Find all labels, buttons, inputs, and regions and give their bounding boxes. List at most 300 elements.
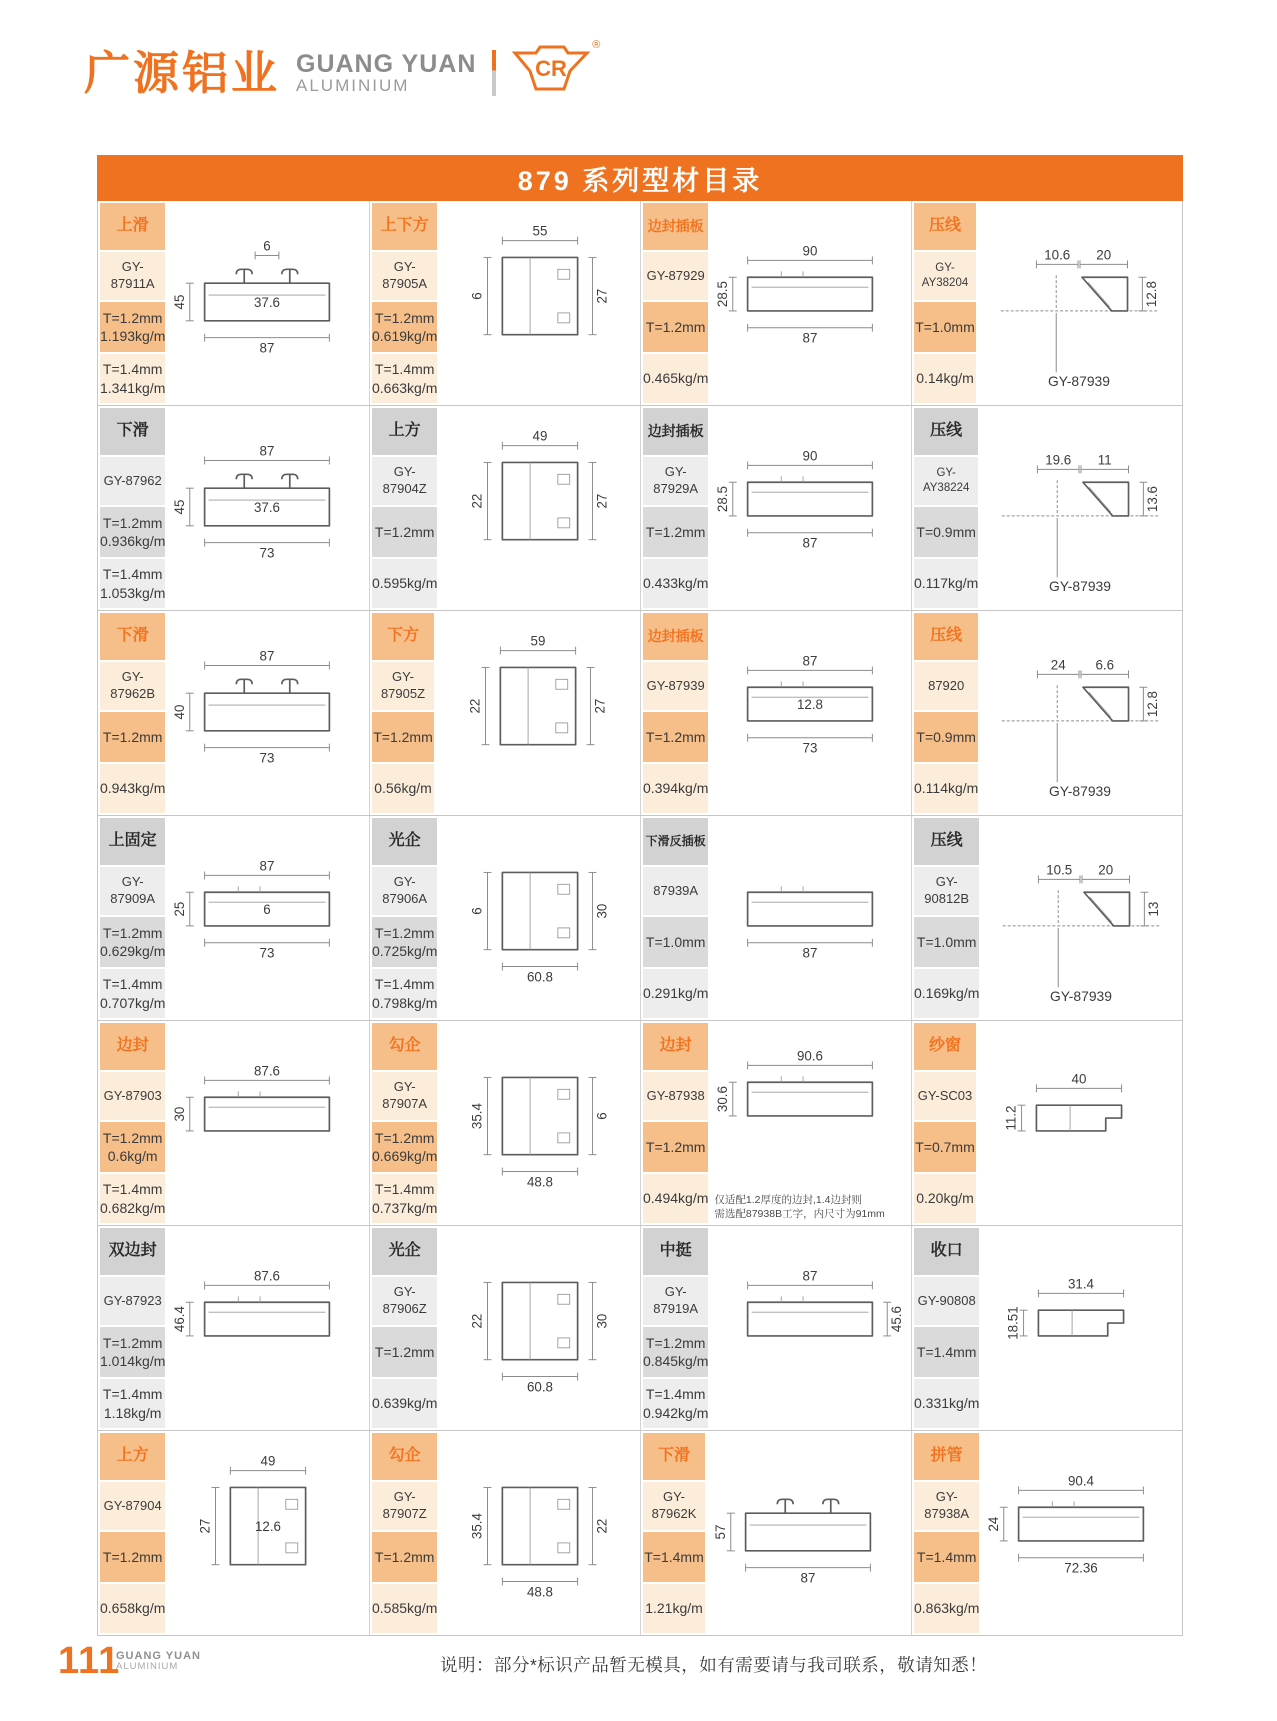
profile-label-column bbox=[370, 1226, 437, 1430]
svg-text:22: 22 bbox=[469, 1313, 485, 1329]
profile-drawing bbox=[976, 201, 1182, 405]
profile-spec-primary: T=1.2mm 0.936kg/m bbox=[100, 507, 165, 557]
profile-type-label: 纱窗 bbox=[914, 1023, 976, 1070]
profile-spec-primary: T=1.4mm bbox=[914, 1327, 979, 1377]
profile-label-column bbox=[98, 1021, 165, 1225]
profile-model: 87939A bbox=[643, 867, 708, 915]
profile-spec-secondary: 0.863kg/m bbox=[914, 1584, 979, 1633]
profile-label-column bbox=[98, 1226, 165, 1430]
catalog-row bbox=[98, 1430, 1182, 1635]
profile-spec-secondary: 0.465kg/m bbox=[643, 354, 708, 403]
profile-type-label: 上固定 bbox=[100, 818, 165, 865]
profile-label-column bbox=[641, 816, 708, 1020]
profile-model: GY-87929A bbox=[643, 457, 708, 505]
profile-type-label: 勾企 bbox=[372, 1023, 437, 1070]
profile-model: GY-87938 bbox=[643, 1072, 708, 1120]
profile-label-column bbox=[98, 611, 165, 815]
svg-text:19.6: 19.6 bbox=[1045, 452, 1072, 468]
profile-label-column bbox=[912, 611, 978, 815]
catalog-grid bbox=[97, 201, 1183, 1636]
svg-text:CR: CR bbox=[535, 55, 568, 81]
profile-drawing bbox=[165, 201, 369, 405]
profile-cell bbox=[369, 1021, 640, 1225]
logo-cn-text: 广源铝业 bbox=[84, 47, 280, 99]
profile-drawing bbox=[165, 1431, 369, 1635]
profile-type-label: 中挺 bbox=[643, 1228, 708, 1275]
profile-spec-primary: T=1.2mm 0.845kg/m bbox=[643, 1327, 708, 1377]
brand-logo bbox=[84, 38, 601, 106]
profile-model: GY-AY38224 bbox=[914, 457, 978, 505]
profile-type-label: 双边封 bbox=[100, 1228, 165, 1275]
profile-spec-primary: T=1.2mm 1.014kg/m bbox=[100, 1327, 165, 1377]
profile-spec-secondary: 0.331kg/m bbox=[914, 1379, 979, 1428]
svg-text:12.8: 12.8 bbox=[1144, 281, 1160, 308]
profile-spec-secondary: 0.943kg/m bbox=[100, 764, 165, 813]
profile-model: GY-87905A bbox=[372, 252, 437, 300]
profile-label-column bbox=[912, 1226, 979, 1430]
profile-cell bbox=[98, 816, 369, 1020]
profile-spec-primary: T=1.4mm bbox=[643, 1532, 705, 1582]
profile-spec-secondary: 0.639kg/m bbox=[372, 1379, 437, 1428]
footer-note: 说明：部分*标识产品暂无模具，如有需要请与我司联系，敬请知悉！ bbox=[440, 1655, 988, 1675]
profile-type-label: 边封插板 bbox=[643, 203, 708, 250]
profile-label-column bbox=[370, 201, 437, 405]
svg-text:87: 87 bbox=[259, 340, 275, 356]
profile-model: GY-87911A bbox=[100, 252, 165, 300]
profile-label-column bbox=[641, 1021, 708, 1225]
profile-label-column bbox=[912, 406, 978, 610]
profile-drawing bbox=[437, 201, 640, 405]
svg-text:30: 30 bbox=[594, 1313, 610, 1329]
profile-model: GY-87903 bbox=[100, 1072, 165, 1120]
profile-type-label: 边封 bbox=[643, 1023, 708, 1070]
profile-label-column bbox=[912, 816, 979, 1020]
profile-spec-secondary: 0.494kg/m bbox=[643, 1174, 708, 1223]
profile-label-column bbox=[370, 1431, 437, 1635]
profile-spec-secondary: T=1.4mm 0.942kg/m bbox=[643, 1379, 708, 1428]
profile-drawing bbox=[165, 611, 369, 815]
profile-spec-secondary: 1.21kg/m bbox=[643, 1584, 705, 1633]
catalog-row bbox=[98, 1225, 1182, 1430]
profile-spec-secondary: T=1.4mm 0.798kg/m bbox=[372, 969, 437, 1018]
profile-drawing bbox=[708, 816, 911, 1020]
svg-text:90.4: 90.4 bbox=[1068, 1473, 1095, 1489]
profile-model: GY-SC03 bbox=[914, 1072, 976, 1120]
catalog-row bbox=[98, 815, 1182, 1020]
profile-cell bbox=[98, 406, 369, 610]
profile-spec-primary: T=1.2mm bbox=[372, 712, 434, 762]
svg-text:35.4: 35.4 bbox=[469, 1103, 485, 1130]
profile-drawing bbox=[437, 816, 640, 1020]
footer-brand bbox=[116, 1650, 201, 1673]
profile-cell bbox=[369, 816, 640, 1020]
profile-cell bbox=[369, 201, 640, 405]
profile-spec-secondary: T=1.4mm 0.737kg/m bbox=[372, 1174, 437, 1223]
svg-text:13.6: 13.6 bbox=[1145, 486, 1161, 513]
profile-spec-primary: T=1.2mm bbox=[100, 712, 165, 762]
profile-model: GY-87906Z bbox=[372, 1277, 437, 1325]
profile-label-column bbox=[641, 1431, 705, 1635]
svg-text:46.4: 46.4 bbox=[172, 1306, 188, 1333]
profile-spec-secondary: T=1.4mm 1.341kg/m bbox=[100, 354, 165, 403]
profile-cell bbox=[911, 1431, 1182, 1635]
profile-cell bbox=[911, 406, 1182, 610]
page-number: 111 bbox=[58, 1640, 121, 1682]
svg-text:27: 27 bbox=[594, 288, 610, 304]
profile-type-label: 勾企 bbox=[372, 1433, 437, 1480]
profile-spec-primary: T=0.9mm bbox=[914, 712, 978, 762]
svg-text:87: 87 bbox=[802, 1268, 818, 1284]
profile-drawing bbox=[705, 1431, 911, 1635]
svg-text:90: 90 bbox=[802, 448, 818, 464]
svg-text:30: 30 bbox=[172, 1106, 188, 1122]
profile-drawing bbox=[708, 1226, 911, 1430]
svg-text:GY-87939: GY-87939 bbox=[1050, 988, 1113, 1005]
profile-cell bbox=[640, 1226, 911, 1430]
footer-brand-sub: ALUMINIUM bbox=[116, 1661, 179, 1673]
cr-logo-icon bbox=[512, 38, 601, 102]
profile-spec-primary: T=0.7mm bbox=[914, 1122, 976, 1172]
logo-en-text: GUANG YUAN bbox=[296, 49, 477, 78]
profile-model: GY-90808 bbox=[914, 1277, 979, 1325]
profile-spec-primary: T=1.0mm bbox=[914, 917, 979, 967]
svg-text:73: 73 bbox=[259, 945, 275, 961]
svg-text:49: 49 bbox=[532, 428, 548, 444]
profile-spec-secondary: T=1.4mm 1.18kg/m bbox=[100, 1379, 165, 1428]
svg-text:87: 87 bbox=[800, 1570, 816, 1586]
registered-mark: ® bbox=[592, 38, 601, 51]
profile-spec-primary: T=1.0mm bbox=[643, 917, 708, 967]
profile-drawing bbox=[979, 1431, 1182, 1635]
svg-text:90: 90 bbox=[802, 243, 818, 259]
footer-brand-en: GUANG YUAN bbox=[116, 1650, 201, 1662]
profile-type-label: 上方 bbox=[372, 408, 437, 455]
profile-spec-secondary: 0.291kg/m bbox=[643, 969, 708, 1018]
profile-spec-secondary: 0.658kg/m bbox=[100, 1584, 165, 1633]
profile-cell bbox=[369, 406, 640, 610]
svg-text:GY-87939: GY-87939 bbox=[1049, 783, 1112, 800]
svg-text:55: 55 bbox=[532, 223, 548, 239]
profile-cell bbox=[911, 611, 1182, 815]
profile-type-label: 上方 bbox=[100, 1433, 165, 1480]
profile-model: GY-90812B bbox=[914, 867, 979, 915]
profile-type-label: 下滑 bbox=[100, 613, 165, 660]
profile-model: GY-87962 bbox=[100, 457, 165, 505]
profile-cell bbox=[640, 201, 911, 405]
profile-spec-secondary: 0.169kg/m bbox=[914, 969, 979, 1018]
profile-drawing bbox=[437, 1226, 640, 1430]
profile-label-column bbox=[98, 406, 165, 610]
svg-text:87.6: 87.6 bbox=[254, 1268, 281, 1284]
profile-type-label: 下方 bbox=[372, 613, 434, 660]
profile-label-column bbox=[641, 1226, 708, 1430]
svg-text:40: 40 bbox=[172, 704, 188, 720]
svg-text:87: 87 bbox=[259, 443, 275, 459]
profile-spec-primary: T=1.0mm bbox=[914, 302, 976, 352]
profile-spec-secondary: T=1.4mm 1.053kg/m bbox=[100, 559, 165, 608]
svg-text:20: 20 bbox=[1096, 247, 1112, 263]
profile-cell bbox=[640, 406, 911, 610]
profile-model: 87920 bbox=[914, 662, 978, 710]
catalog-row bbox=[98, 610, 1182, 815]
profile-type-label: 光企 bbox=[372, 1228, 437, 1275]
profile-drawing bbox=[708, 1021, 911, 1225]
svg-text:24: 24 bbox=[1051, 657, 1066, 673]
svg-text:22: 22 bbox=[594, 1518, 610, 1534]
profile-cell bbox=[640, 816, 911, 1020]
profile-drawing bbox=[979, 1226, 1182, 1430]
svg-text:6: 6 bbox=[469, 907, 485, 915]
profile-label-column bbox=[370, 611, 434, 815]
svg-text:13: 13 bbox=[1146, 901, 1162, 917]
profile-type-label: 下滑 bbox=[643, 1433, 705, 1480]
profile-cell bbox=[98, 611, 369, 815]
profile-spec-secondary: 0.114kg/m bbox=[914, 764, 978, 813]
svg-text:45: 45 bbox=[172, 499, 188, 515]
profile-cell bbox=[640, 611, 911, 815]
profile-type-label: 边封 bbox=[100, 1023, 165, 1070]
profile-spec-primary: T=1.2mm bbox=[372, 1532, 437, 1582]
svg-text:48.8: 48.8 bbox=[527, 1174, 554, 1190]
svg-text:87: 87 bbox=[802, 330, 818, 346]
svg-text:60.8: 60.8 bbox=[527, 1379, 554, 1395]
svg-text:30: 30 bbox=[594, 903, 610, 919]
svg-text:22: 22 bbox=[467, 698, 483, 714]
profile-label-column bbox=[912, 1431, 979, 1635]
profile-cell bbox=[640, 1431, 911, 1635]
svg-text:10.6: 10.6 bbox=[1044, 247, 1071, 263]
svg-text:18.51: 18.51 bbox=[1005, 1306, 1021, 1340]
profile-label-column bbox=[641, 406, 708, 610]
svg-text:37.6: 37.6 bbox=[254, 294, 281, 310]
drawing-note-lines: 仅适配1.2厚度的边封,1.4边封则 需选配87938B工字，内尺寸为91mm bbox=[714, 1193, 885, 1220]
svg-text:73: 73 bbox=[259, 750, 275, 766]
profile-spec-primary: T=1.2mm bbox=[643, 507, 708, 557]
profile-spec-primary: T=1.2mm 0.725kg/m bbox=[372, 917, 437, 967]
svg-text:35.4: 35.4 bbox=[469, 1513, 485, 1540]
profile-drawing bbox=[976, 1021, 1182, 1225]
profile-cell bbox=[640, 1021, 911, 1225]
svg-text:11: 11 bbox=[1098, 452, 1113, 468]
profile-model: GY-87919A bbox=[643, 1277, 708, 1325]
svg-text:90.6: 90.6 bbox=[797, 1048, 824, 1064]
profile-spec-primary: T=1.2mm 0.629kg/m bbox=[100, 917, 165, 967]
profile-spec-primary: T=1.2mm 0.669kg/m bbox=[372, 1122, 437, 1172]
svg-text:72.36: 72.36 bbox=[1064, 1560, 1099, 1576]
svg-text:49: 49 bbox=[260, 1453, 276, 1469]
profile-model: GY-87904 bbox=[100, 1482, 165, 1530]
profile-drawing bbox=[437, 1021, 640, 1225]
profile-drawing bbox=[165, 406, 369, 610]
profile-drawing bbox=[708, 611, 911, 815]
svg-text:12.8: 12.8 bbox=[797, 697, 824, 713]
profile-spec-primary: T=1.2mm bbox=[372, 507, 437, 557]
svg-text:6: 6 bbox=[469, 292, 485, 300]
svg-text:24: 24 bbox=[986, 1516, 1002, 1532]
svg-text:6.6: 6.6 bbox=[1095, 657, 1115, 673]
svg-text:11.2: 11.2 bbox=[1003, 1105, 1019, 1131]
profile-cell bbox=[369, 1431, 640, 1635]
svg-text:6: 6 bbox=[263, 238, 272, 254]
profile-cell bbox=[911, 1021, 1182, 1225]
svg-text:87.6: 87.6 bbox=[254, 1063, 281, 1079]
profile-type-label: 光企 bbox=[372, 818, 437, 865]
catalog-row bbox=[98, 201, 1182, 405]
profile-type-label: 压线 bbox=[914, 818, 979, 865]
profile-label-column bbox=[370, 816, 437, 1020]
profile-type-label: 上下方 bbox=[372, 203, 437, 250]
profile-drawing bbox=[437, 1431, 640, 1635]
profile-cell bbox=[911, 816, 1182, 1020]
profile-spec-primary: T=1.2mm 1.193kg/m bbox=[100, 302, 165, 352]
profile-spec-secondary: 0.14kg/m bbox=[914, 354, 976, 403]
svg-text:30.6: 30.6 bbox=[715, 1086, 731, 1113]
profile-drawing bbox=[708, 406, 911, 610]
profile-cell bbox=[911, 201, 1182, 405]
profile-label-column bbox=[98, 201, 165, 405]
svg-text:27: 27 bbox=[594, 493, 610, 509]
profile-spec-primary: T=1.2mm bbox=[643, 302, 708, 352]
profile-cell bbox=[98, 1431, 369, 1635]
svg-text:27: 27 bbox=[592, 698, 608, 714]
svg-text:12.6: 12.6 bbox=[255, 1519, 282, 1535]
profile-spec-secondary: 0.595kg/m bbox=[372, 559, 437, 608]
profile-spec-primary: T=1.2mm bbox=[643, 1122, 708, 1172]
logo-en-block bbox=[296, 51, 476, 95]
profile-spec-primary: T=1.2mm 0.6kg/m bbox=[100, 1122, 165, 1172]
profile-drawing bbox=[979, 816, 1182, 1020]
profile-label-column bbox=[641, 201, 708, 405]
profile-model: GY-87905Z bbox=[372, 662, 434, 710]
svg-text:57: 57 bbox=[712, 1524, 728, 1540]
profile-spec-primary: T=1.2mm 0.619kg/m bbox=[372, 302, 437, 352]
catalog-row bbox=[98, 1020, 1182, 1225]
catalog-table bbox=[97, 155, 1183, 1636]
profile-spec-secondary: 0.585kg/m bbox=[372, 1584, 437, 1633]
svg-text:73: 73 bbox=[259, 545, 275, 561]
profile-label-column bbox=[641, 611, 708, 815]
svg-text:37.6: 37.6 bbox=[254, 499, 281, 515]
profile-type-label: 下滑 bbox=[100, 408, 165, 455]
svg-text:GY-87939: GY-87939 bbox=[1049, 578, 1112, 595]
svg-text:59: 59 bbox=[530, 633, 546, 649]
profile-drawing bbox=[978, 611, 1182, 815]
profile-spec-primary: T=1.2mm bbox=[100, 1532, 165, 1582]
svg-text:22: 22 bbox=[469, 493, 485, 509]
svg-text:48.8: 48.8 bbox=[527, 1584, 554, 1600]
profile-drawing bbox=[708, 201, 911, 405]
profile-type-label: 收口 bbox=[914, 1228, 979, 1275]
logo-divider bbox=[492, 50, 496, 96]
profile-cell bbox=[98, 1021, 369, 1225]
svg-text:87: 87 bbox=[259, 858, 275, 874]
svg-text:31.4: 31.4 bbox=[1068, 1276, 1095, 1292]
profile-drawing bbox=[165, 816, 369, 1020]
profile-type-label: 下滑反插板 bbox=[643, 818, 708, 865]
svg-text:GY-87939: GY-87939 bbox=[1048, 373, 1110, 390]
svg-text:12.8: 12.8 bbox=[1145, 691, 1161, 718]
profile-model: GY-87904Z bbox=[372, 457, 437, 505]
profile-spec-primary: T=0.9mm bbox=[914, 507, 978, 557]
svg-text:87: 87 bbox=[259, 648, 275, 664]
profile-model: GY-87909A bbox=[100, 867, 165, 915]
svg-text:28.5: 28.5 bbox=[715, 281, 731, 308]
profile-type-label: 边封插板 bbox=[643, 613, 708, 660]
profile-drawing bbox=[978, 406, 1182, 610]
profile-spec-secondary: T=1.4mm 0.663kg/m bbox=[372, 354, 437, 403]
svg-text:87: 87 bbox=[802, 535, 818, 551]
profile-spec-secondary: 0.433kg/m bbox=[643, 559, 708, 608]
profile-drawing bbox=[437, 406, 640, 610]
profile-label-column bbox=[370, 1021, 437, 1225]
profile-type-label: 压线 bbox=[914, 613, 978, 660]
profile-model: GY-87939 bbox=[643, 662, 708, 710]
profile-model: GY-87962B bbox=[100, 662, 165, 710]
logo-sub-text: ALUMINIUM bbox=[296, 76, 410, 96]
svg-text:28.5: 28.5 bbox=[715, 486, 731, 513]
profile-model: GY-87906A bbox=[372, 867, 437, 915]
profile-drawing bbox=[165, 1021, 369, 1225]
profile-drawing bbox=[434, 611, 640, 815]
svg-text:20: 20 bbox=[1098, 862, 1114, 878]
profile-model: GY-87923 bbox=[100, 1277, 165, 1325]
catalog-row bbox=[98, 405, 1182, 610]
profile-spec-primary: T=1.2mm bbox=[372, 1327, 437, 1377]
profile-cell bbox=[911, 1226, 1182, 1430]
profile-label-column bbox=[370, 406, 437, 610]
svg-text:45.6: 45.6 bbox=[889, 1306, 905, 1333]
svg-text:73: 73 bbox=[802, 740, 818, 756]
profile-spec-secondary: 0.56kg/m bbox=[372, 764, 434, 813]
profile-type-label: 拼管 bbox=[914, 1433, 979, 1480]
catalog-title: 879 系列型材目录 bbox=[97, 155, 1183, 201]
svg-text:87: 87 bbox=[802, 653, 818, 669]
svg-text:6: 6 bbox=[594, 1112, 610, 1120]
profile-spec-secondary: 0.117kg/m bbox=[914, 559, 978, 608]
profile-label-column bbox=[98, 816, 165, 1020]
svg-text:6: 6 bbox=[263, 902, 272, 918]
profile-model: GY-87907Z bbox=[372, 1482, 437, 1530]
profile-cell bbox=[369, 611, 640, 815]
profile-spec-secondary: T=1.4mm 0.707kg/m bbox=[100, 969, 165, 1018]
profile-model: GY-87929 bbox=[643, 252, 708, 300]
profile-drawing bbox=[165, 1226, 369, 1430]
profile-type-label: 压线 bbox=[914, 203, 976, 250]
svg-text:40: 40 bbox=[1071, 1071, 1087, 1087]
svg-text:27: 27 bbox=[197, 1518, 213, 1534]
profile-label-column bbox=[912, 1021, 976, 1225]
profile-model: GY-87907A bbox=[372, 1072, 437, 1120]
profile-cell bbox=[98, 1226, 369, 1430]
svg-text:87: 87 bbox=[802, 945, 818, 961]
profile-cell bbox=[369, 1226, 640, 1430]
svg-text:10.5: 10.5 bbox=[1046, 862, 1073, 878]
svg-text:45: 45 bbox=[172, 294, 188, 310]
profile-spec-secondary: 0.20kg/m bbox=[914, 1174, 976, 1223]
svg-text:25: 25 bbox=[172, 901, 188, 917]
profile-spec-primary: T=1.2mm bbox=[643, 712, 708, 762]
profile-cell bbox=[98, 201, 369, 405]
profile-type-label: 压线 bbox=[914, 408, 978, 455]
svg-text:60.8: 60.8 bbox=[527, 969, 554, 985]
profile-label-column bbox=[912, 201, 976, 405]
profile-model: GY-87962K bbox=[643, 1482, 705, 1530]
profile-model: GY-87938A bbox=[914, 1482, 979, 1530]
profile-type-label: 上滑 bbox=[100, 203, 165, 250]
profile-label-column bbox=[98, 1431, 165, 1635]
profile-type-label: 边封插板 bbox=[643, 408, 708, 455]
profile-model: GY-AY38204 bbox=[914, 252, 976, 300]
